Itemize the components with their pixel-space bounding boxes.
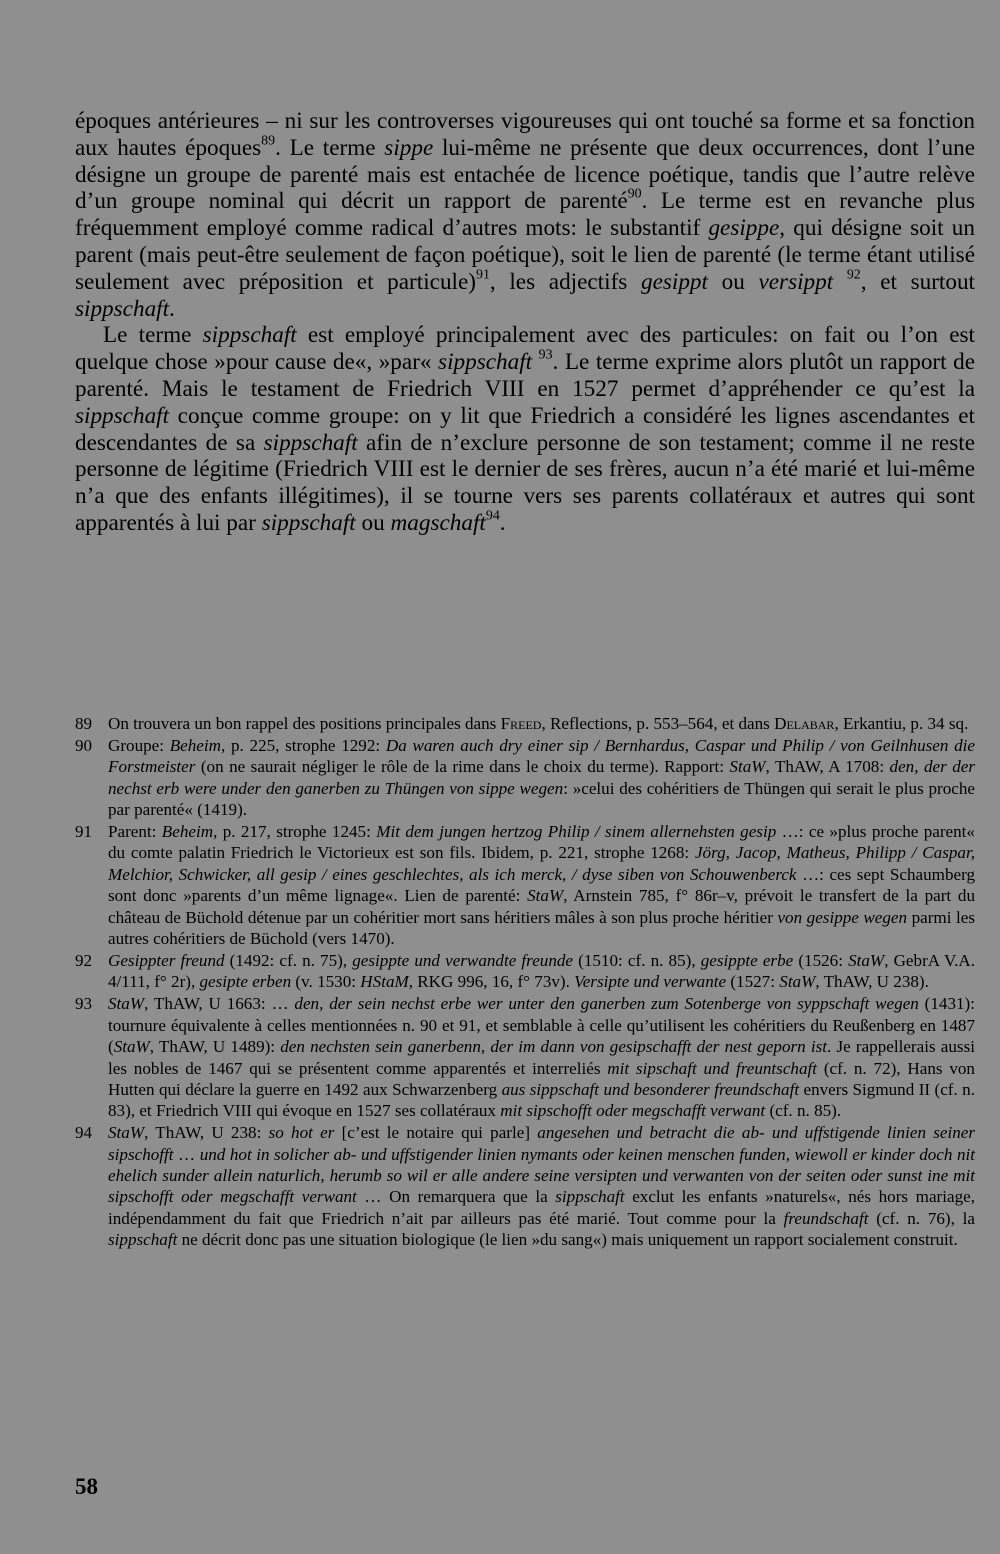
text-run: Groupe: <box>108 735 170 755</box>
text-run: . Le terme est en revanche plus fréquemment employé comme radical d’autres mots: le substantif <box>75 188 975 242</box>
term-italic: versippt <box>758 268 834 295</box>
footnote-91 <box>75 821 975 949</box>
footnote-93 <box>75 993 975 1121</box>
text-run: (1527: <box>726 972 780 992</box>
text-run: , p. 225, strophe 1292: <box>221 735 386 755</box>
footnote-90 <box>75 735 975 821</box>
footnote-number: 93 <box>75 994 93 1014</box>
text-run: Parent: <box>108 822 162 842</box>
italic-run: sippschaft <box>555 1187 625 1207</box>
text-run: parmi les autres cohéritiers de Büchold (vers 1470). <box>108 907 975 949</box>
italic-run: und hot in solicher ab- und uffstigender linien nymants oder keinen menschen funden, wiewoll er kinder doch nit ehelich sunder allein naturlich, herumb so wil er alle andere seine versipten und verwanten von der seiten oder sunst ine mit sipschofft oder megschafft verwant <box>108 1144 975 1207</box>
footnote-number: 94 <box>75 1123 93 1143</box>
text-run: (on ne saurait négliger le rôle de la rime dans le choix du terme). Rapport: <box>195 757 730 777</box>
text-run: , GebrA V.A. 4/111, f° 2r), <box>108 950 976 992</box>
italic-run: StaW <box>848 950 885 970</box>
text-run: . <box>169 295 175 322</box>
italic-run: StaW <box>108 994 145 1014</box>
italic-run: Jörg, Jacop, Matheus, Philipp / Caspar, Melchior, Schwicker, all gesip / eines geschlechtes, als ich merck, / dyse siben von Schouwenberck <box>108 843 976 884</box>
text-run: ne décrit donc pas une situation biologique (le lien »du sang«) mais uniquement un rapport socialement construit. <box>177 1230 958 1250</box>
italic-run: Beheim <box>161 822 214 842</box>
footnote-number: 91 <box>75 822 93 842</box>
text-run: , ThAW, A 1708: <box>765 757 890 777</box>
text-run: [c’est le notaire qui parle] <box>334 1123 538 1143</box>
text-run: , ThAW, U 1489): <box>149 1037 281 1057</box>
footnote-94 <box>75 1122 975 1250</box>
text-run: …: ce »plus proche parent« du comte palatin Friedrich le Victorieux est son fils. Ibidem, p. 221, strophe 1268: <box>108 822 975 863</box>
italic-run: den, der sein nechst erbe wer unter den ganerben zum Sotenberge von syppschaft wegen <box>294 994 919 1014</box>
footnote-ref-91[interactable]: 91 <box>476 267 490 283</box>
italic-run: gesipte erben <box>199 972 292 992</box>
term-italic: sippschaft <box>263 429 358 456</box>
italic-run: gesippte und verwandte freunde <box>352 950 574 970</box>
text-run: ou <box>355 509 391 536</box>
footnotes <box>75 713 975 1251</box>
text-run: (cf. n. 76), la <box>868 1208 975 1228</box>
footnote-ref-94[interactable]: 94 <box>485 508 500 524</box>
text-run: (cf. n. 72), Hans von Hutten qui déclare la guerre en 1492 aux Schwarzenberg <box>108 1058 975 1099</box>
text-run: . Le terme <box>275 134 385 161</box>
footnote-89 <box>75 713 975 734</box>
italic-run: freundschaft <box>783 1208 869 1228</box>
text-run: , qui désigne soit un parent (mais peut-être seulement de façon poétique), soit le lien de parenté (le terme étant utilisé seulement avec préposition et particule) <box>75 215 975 295</box>
text-run: , et surtout <box>860 268 975 295</box>
text-run: afin de n’exclure personne de son testament; comme il ne reste personne de légitime (Friedrich VIII est le dernier de ses frères, aucun n’a été marié et lui-même n’a que des enfants illégitimes), il se tourne vers ses parents collatéraux et autres qui sont apparentés à lui par <box>75 429 975 536</box>
term-italic: gesippt <box>640 268 708 295</box>
term-italic: gesippe <box>708 215 780 242</box>
text-run: , p. 217, strophe 1245: <box>213 822 377 842</box>
author-name: Freed <box>500 714 542 733</box>
italic-run: gesippte erbe <box>700 950 794 970</box>
text-run: conçue comme groupe: on y lit que Friedrich a considéré les lignes ascendantes et descendantes de sa <box>75 402 975 456</box>
text-run: , Arnstein 785, f° 86r–v, prévoit le transfert de la part du château de Büchold détenue par un cohéritier mort sans héritiers mâles à son plus proche héritier <box>108 886 975 927</box>
footnote-ref-92[interactable]: 92 <box>846 267 861 283</box>
text-run: Le terme <box>103 322 203 349</box>
italic-run: mit sipschofft oder megschafft verwant <box>500 1101 766 1121</box>
italic-run: den nechsten sein ganerbenn, der im dann von gesipschafft der nest geporn ist <box>280 1037 828 1057</box>
term-italic: sippschaft <box>75 295 170 322</box>
italic-run: StaW <box>113 1037 150 1057</box>
footnote-ref-90[interactable]: 90 <box>627 186 642 202</box>
text-run: On trouvera un bon rappel des positions principales dans <box>108 714 501 733</box>
text-run: , ThAW, U 1663: … <box>144 994 295 1014</box>
italic-run: von gesippe wegen <box>777 907 908 927</box>
italic-run: Versipte und verwante <box>574 972 727 992</box>
text-run: (v. 1530: <box>291 972 361 992</box>
footnote-ref-89[interactable]: 89 <box>261 133 276 149</box>
text-run: . Je rappellerais aussi les nobles de 1467 qui se présentent comme apparentés et interreliés <box>108 1037 975 1078</box>
text-run: est employé principalement avec des particules: on fait ou l’on est quelque chose »pour cause de«, »par« <box>75 322 975 376</box>
text-run: , RKG 996, 16, f° 73v). <box>408 972 575 992</box>
italic-run: aus sippschaft und besonderer freundschaft <box>501 1079 800 1099</box>
text-run: …: ces sept Schaumberg sont donc »parents d’un même lignage«. Lien de parenté: <box>108 864 976 906</box>
italic-run: mit sipschaft und freuntschaft <box>607 1058 818 1078</box>
italic-run: Gesippter freund <box>108 950 225 970</box>
paragraph-1 <box>75 108 975 322</box>
text-run: , ThAW, U 238: <box>144 1123 269 1143</box>
italic-run: StaW <box>108 1123 145 1143</box>
term-italic: magschaft <box>390 509 486 536</box>
italic-run: StaW <box>779 972 816 992</box>
text-run: … <box>173 1144 200 1164</box>
text-run: (1492: cf. n. 75), <box>224 950 353 970</box>
term-italic: sippschaft <box>75 402 170 429</box>
paragraph-2 <box>75 322 975 536</box>
text-run: exclut les enfants »naturels«, nés hors mariage, indépendamment du fait que Friedrich n’ait par ailleurs pas été marié. Tout comme pour la <box>108 1187 975 1228</box>
footnote-ref-93[interactable]: 93 <box>538 347 553 363</box>
italic-run: StaW <box>527 886 564 906</box>
italic-run: angesehen und betracht die ab- und uffstigende linien seiner sipschofft <box>108 1123 976 1164</box>
term-italic: sippe <box>384 134 434 161</box>
body-text <box>75 108 975 537</box>
text-run: envers Sigmund II (cf. n. 83), et Friedrich VIII qui évoque en 1527 ses collatéraux <box>108 1079 975 1121</box>
term-italic: sippschaft <box>202 322 297 349</box>
italic-run: Beheim <box>169 735 221 755</box>
text-run: . Le terme exprime alors plutôt un rapport de parenté. Mais le testament de Friedrich VIII en 1527 permet d’appréhender ce qu’est la <box>75 349 975 402</box>
text-run: (1431): tournure équivalente à celles mentionnées n. 90 et 91, et semblable à celle qu’utilisent les cohéritiers du Reußenberg en 1487 ( <box>108 994 975 1057</box>
italic-run: den, der der nechst erb were under den ganerben zu Thüngen von sippe wegen <box>108 757 975 798</box>
italic-run: StaW <box>729 757 766 777</box>
text-run: (1510: cf. n. 85), <box>573 950 701 970</box>
text-run: , les adjectifs <box>489 268 641 295</box>
text-run: (cf. n. 85). <box>765 1101 842 1121</box>
term-italic: sippschaft <box>261 509 356 536</box>
text-run: . <box>499 509 506 536</box>
italic-run: HStaM <box>360 972 409 992</box>
text-run: : »celui des cohéritiers de Thüngen qui serait le plus proche par parenté« (1419). <box>108 778 975 820</box>
text-run: ou <box>707 268 759 295</box>
footnote-number: 89 <box>75 714 93 733</box>
text-run: , Erkantiu, p. 34 sq. <box>834 714 969 733</box>
text-run: , ThAW, U 238). <box>815 972 929 992</box>
term-italic: sippschaft <box>438 349 533 376</box>
author-name: Delabar <box>774 714 835 733</box>
page-number: 58 <box>75 1474 98 1499</box>
main-text <box>75 108 975 537</box>
italic-run: so hot er <box>268 1123 335 1143</box>
text-run: lui-même ne présente que deux occurrences, dont l’une désigne un groupe de parenté mais est entachée de licence poétique, tandis que l’autre relève d’un groupe nominal qui décrit un rapport de parenté <box>75 134 975 215</box>
footnote-number: 90 <box>75 735 93 755</box>
footnote-number: 92 <box>75 950 93 970</box>
text-run: … On remarquera que la <box>356 1187 556 1207</box>
text-run: (1526: <box>793 950 849 970</box>
italic-run: sippschaft <box>108 1230 178 1250</box>
italic-run: Mit dem jungen hertzog Philip / sinem allernehsten gesip <box>376 822 777 842</box>
italic-run: Da waren auch dry einer sip / Bernhardus, Caspar und Philip / von Geilnhusen die Forstmeister <box>108 735 976 777</box>
footnote-92 <box>75 950 975 993</box>
text-run: , Reflections, p. 553–564, et dans <box>541 714 775 733</box>
text-run: époques antérieures – ni sur les controverses vigoureuses qui ont touché sa forme et sa fonction aux hautes époques <box>75 108 975 161</box>
